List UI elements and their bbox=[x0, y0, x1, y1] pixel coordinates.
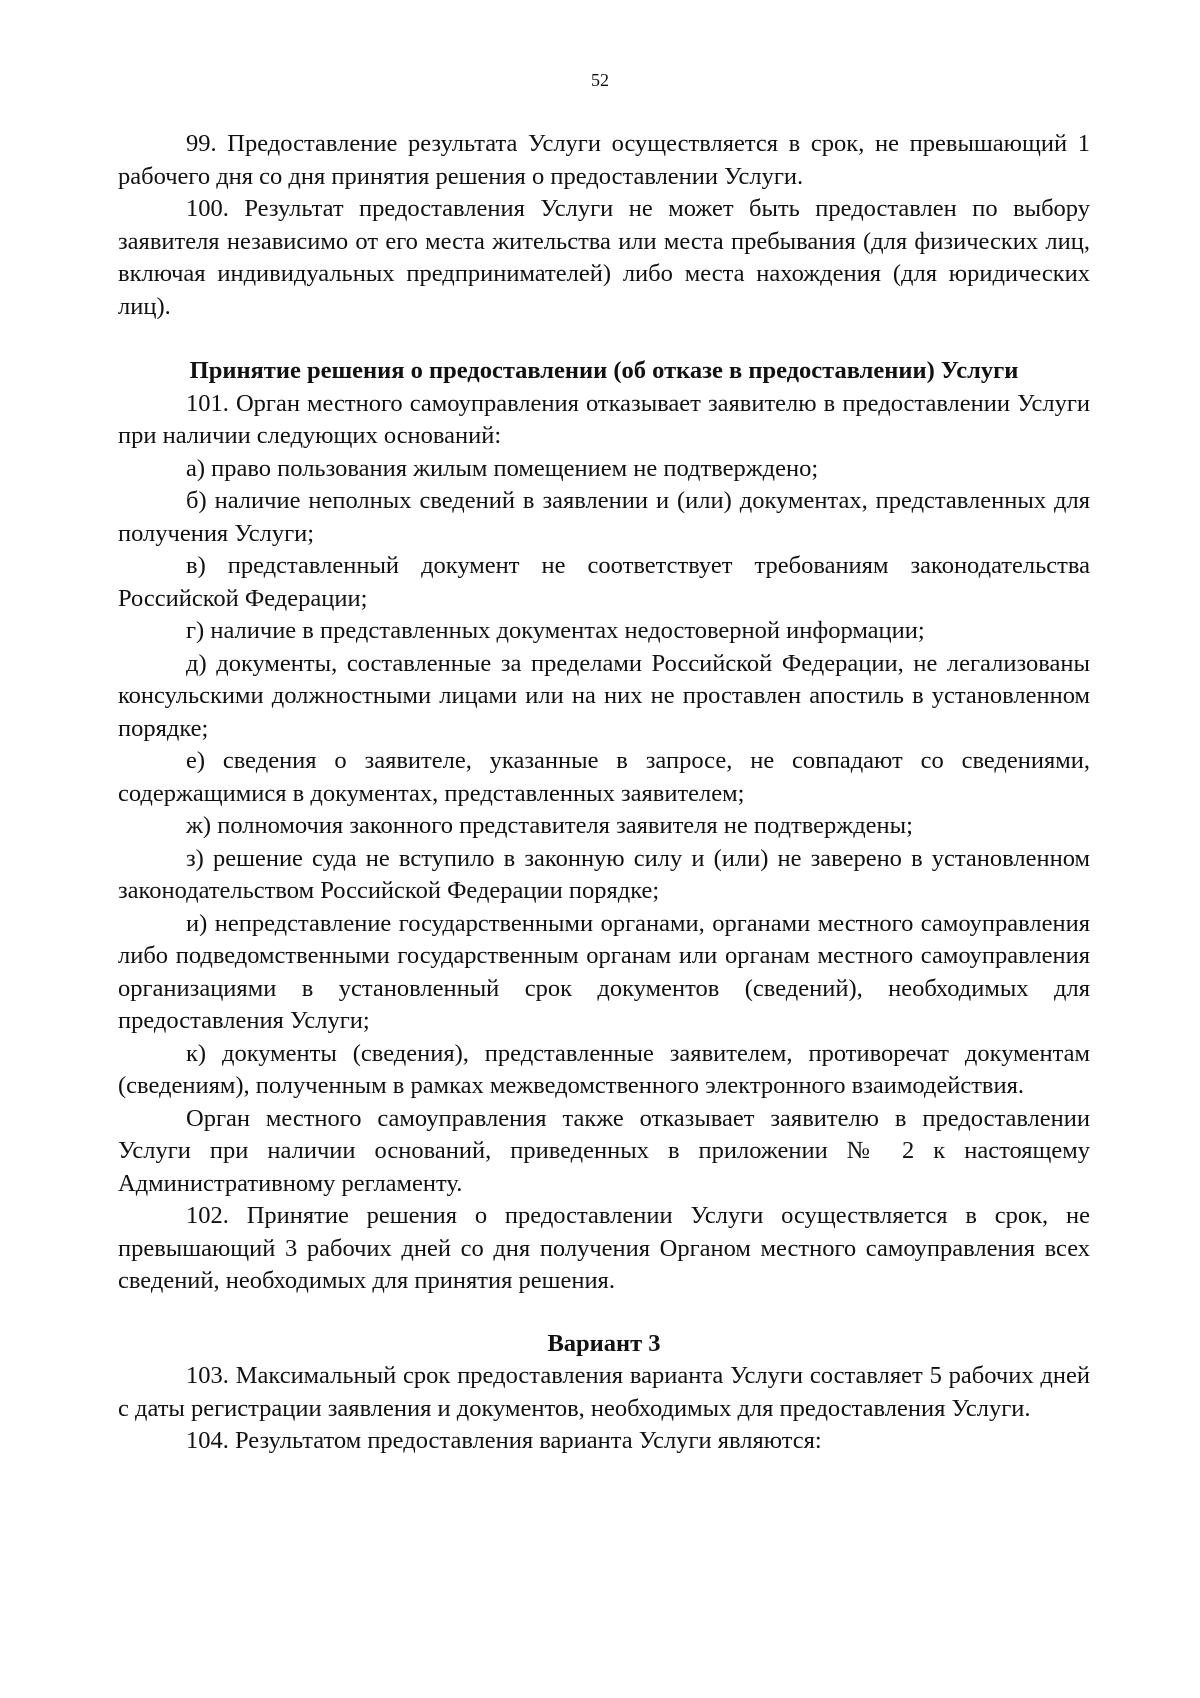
list-item-g: г) наличие в представленных документах недостоверной информации; bbox=[186, 617, 925, 644]
paragraph-organ-refusal: Орган местного самоуправления также отказывает заявителю в предоставлении Услуги при наличии оснований, приведенных в приложении № 2 к настоящему Административному регламенту. bbox=[118, 1104, 1090, 1197]
paragraph-101: 101. Орган местного самоуправления отказывает заявителю в предоставлении Услуги при наличии следующих оснований: bbox=[118, 389, 1090, 449]
list-item-b: б) наличие неполных сведений в заявлении и (или) документах, представленных для получения Услуги; bbox=[118, 487, 1090, 547]
list-item-i: и) непредставление государственными органами, органами местного самоуправления либо подведомственными государственным органам или органам местного самоуправления организациями в установленный срок документов (сведений), необходимых для предоставления Услуги; bbox=[118, 909, 1090, 1034]
paragraph-100: 100. Результат предоставления Услуги не может быть предоставлен по выбору заявителя независимо от его места жительства или места пребывания (для физических лиц, включая индивидуальных предпринимателей) либо места нахождения (для юридических лиц). bbox=[118, 195, 1090, 320]
list-item-a: а) право пользования жилым помещением не подтверждено; bbox=[186, 454, 819, 482]
list-item-v: в) представленный документ не соответствует требованиям законодательства Российской Федерации; bbox=[118, 552, 1090, 612]
list-item-d: д) документы, составленные за пределами Российской Федерации, не легализованы консульскими должностными лицами или на них не проставлен апостиль в установленном порядке; bbox=[118, 649, 1090, 742]
paragraph-102: 102. Принятие решения о предоставлении Услуги осуществляется в срок, не превышающий 3 рабочих дней со дня получения Органом местного самоуправления всех сведений, необходимых для принятия решения. bbox=[118, 1202, 1090, 1294]
paragraph-103: 103. Максимальный срок предоставления варианта Услуги составляет 5 рабочих дней с даты регистрации заявления и документов, необходимых для предоставления Услуги. bbox=[118, 1362, 1090, 1422]
section-heading-decision: Принятие решения о предоставлении (об отказе в предоставлении) Услуги bbox=[189, 357, 1019, 384]
paragraph-99: 99. Предоставление результата Услуги осуществляется в срок, не превышающий 1 рабочего дня со дня принятия решения о предоставлении Услуги. bbox=[118, 130, 1090, 190]
page-number: 52 bbox=[591, 70, 609, 90]
paragraph-104: 104. Результатом предоставления варианта Услуги являются: bbox=[186, 1427, 822, 1454]
list-item-e: е) сведения о заявителе, указанные в запросе, не совпадают со сведениями, содержащимися в документах, представленных заявителем; bbox=[118, 747, 1090, 807]
list-item-k: к) документы (сведения), представленные заявителем, противоречат документам (сведениям), полученным в рамках межведомственного электронного взаимодействия. bbox=[118, 1039, 1090, 1099]
document-body bbox=[118, 128, 1090, 1458]
section-heading-variant-3: Вариант 3 bbox=[547, 1329, 661, 1357]
list-item-zh: ж) полномочия законного представителя заявителя не подтверждены; bbox=[186, 812, 913, 839]
list-item-z: з) решение суда не вступило в законную силу и (или) не заверено в установленном законодательством Российской Федерации порядке; bbox=[118, 844, 1090, 904]
